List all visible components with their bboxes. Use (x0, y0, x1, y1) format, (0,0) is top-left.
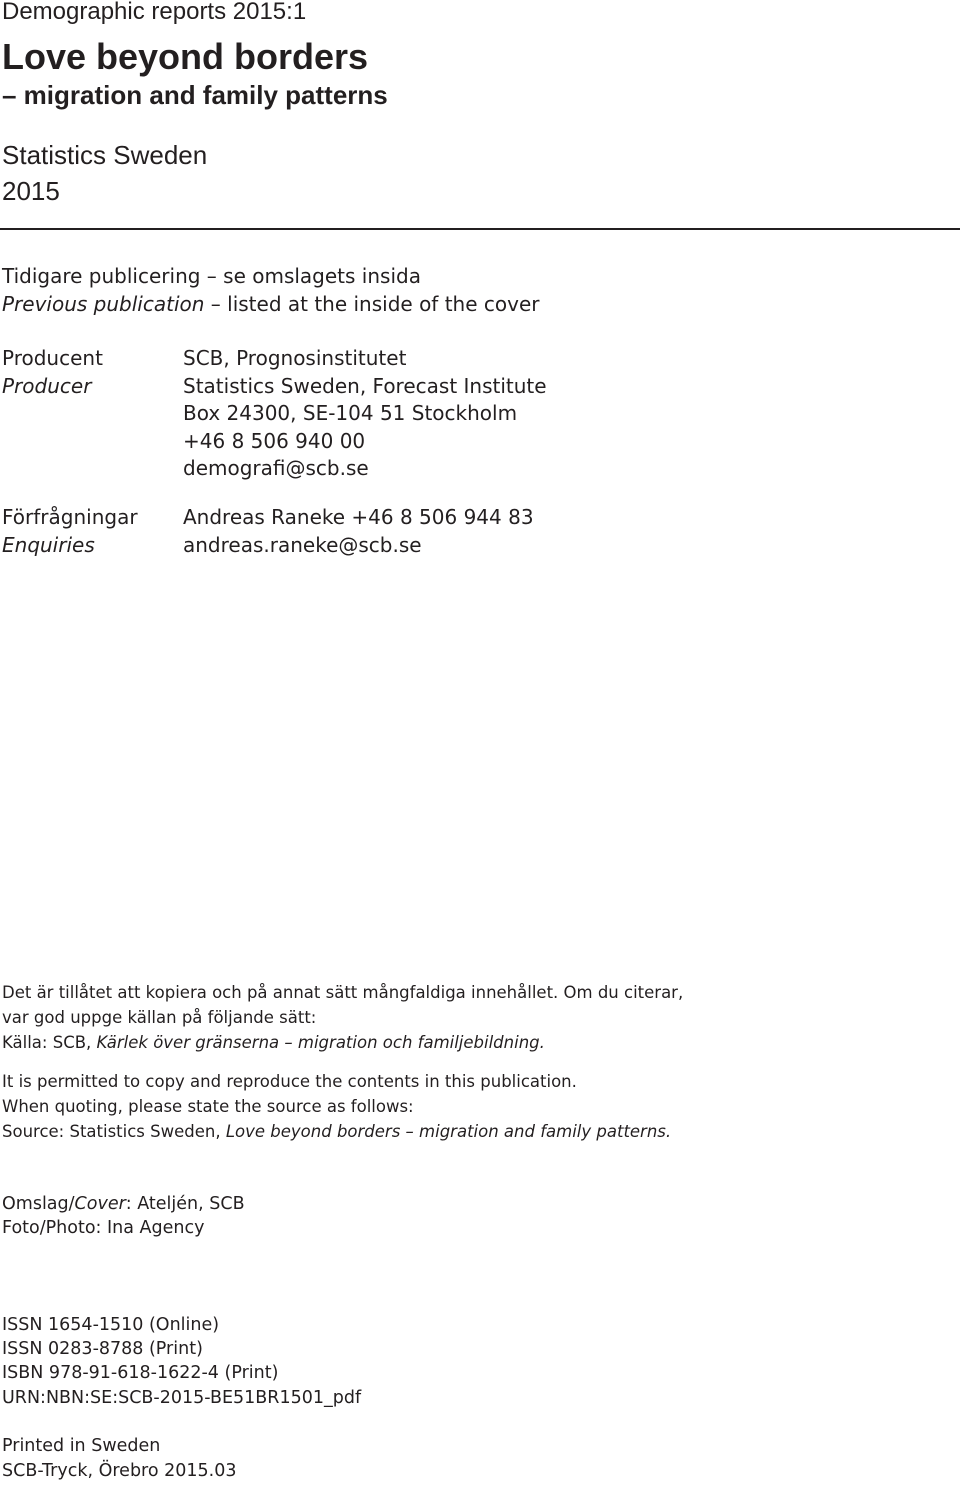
cover-credit-italic: Cover (74, 1194, 126, 1214)
previous-publication-sv: Tidigare publicering – se omslagets insida (2, 264, 421, 288)
producer-email: demografi@scb.se (183, 456, 369, 480)
source-prefix-sv: Källa: SCB, (2, 1033, 97, 1052)
enquiries-label-en: Enquiries (2, 533, 95, 557)
copyright-sv-source (2, 1033, 545, 1052)
producer-label-sv: Producent (2, 346, 103, 370)
report-subtitle: – migration and family patterns (2, 80, 388, 110)
isbn-print: ISBN 978-91-618-1622-4 (Print) (2, 1363, 279, 1383)
source-title-sv: Kärlek över gränserna – migration och familjebildning. (96, 1033, 545, 1052)
producer-line: SCB, Prognosinstitutet (183, 346, 407, 370)
enquiries-contact: Andreas Raneke +46 8 506 944 83 (183, 505, 534, 529)
producer-line: Statistics Sweden, Forecast Institute (183, 374, 547, 398)
copyright-en-line: It is permitted to copy and reproduce the contents in this publication. (2, 1072, 577, 1091)
urn-identifier: URN:NBN:SE:SCB-2015-BE51BR1501_pdf (2, 1388, 362, 1408)
copyright-sv-line: Det är tillåtet att kopiera och på annat sätt mångfaldiga innehållet. Om du citerar, (2, 983, 684, 1002)
report-series: Demographic reports 2015:1 (2, 0, 307, 25)
previous-publication-en-text: – listed at the inside of the cover (204, 292, 540, 316)
header-divider (0, 228, 960, 230)
cover-credit-suffix: : Ateljén, SCB (125, 1194, 245, 1214)
cover-credit-prefix: Omslag/ (2, 1194, 75, 1214)
copyright-sv-line: var god uppge källan på följande sätt: (2, 1008, 317, 1027)
printer: SCB-Tryck, Örebro 2015.03 (2, 1461, 237, 1481)
printed-in: Printed in Sweden (2, 1436, 161, 1456)
previous-publication-en (2, 292, 539, 316)
report-title: Love beyond borders (2, 36, 369, 77)
copyright-en-line: When quoting, please state the source as follows: (2, 1097, 414, 1116)
publisher-name: Statistics Sweden (2, 140, 208, 170)
previous-publication-en-label: Previous publication (2, 292, 205, 316)
issn-print: ISSN 0283-8788 (Print) (2, 1339, 203, 1359)
photo-credit: Foto/Photo: Ina Agency (2, 1218, 205, 1238)
copyright-en-source (2, 1122, 671, 1141)
publication-year: 2015 (2, 176, 60, 206)
producer-address: Box 24300, SE-104 51 Stockholm (183, 401, 518, 425)
producer-phone: +46 8 506 940 00 (183, 429, 366, 453)
enquiries-email: andreas.raneke@scb.se (183, 533, 422, 557)
cover-credit (2, 1194, 245, 1214)
producer-label-en: Producer (2, 374, 92, 398)
issn-online: ISSN 1654-1510 (Online) (2, 1315, 220, 1335)
source-prefix-en: Source: Statistics Sweden, (2, 1122, 226, 1141)
enquiries-label-sv: Förfrågningar (2, 505, 138, 529)
source-title-en: Love beyond borders – migration and family patterns. (225, 1122, 672, 1141)
